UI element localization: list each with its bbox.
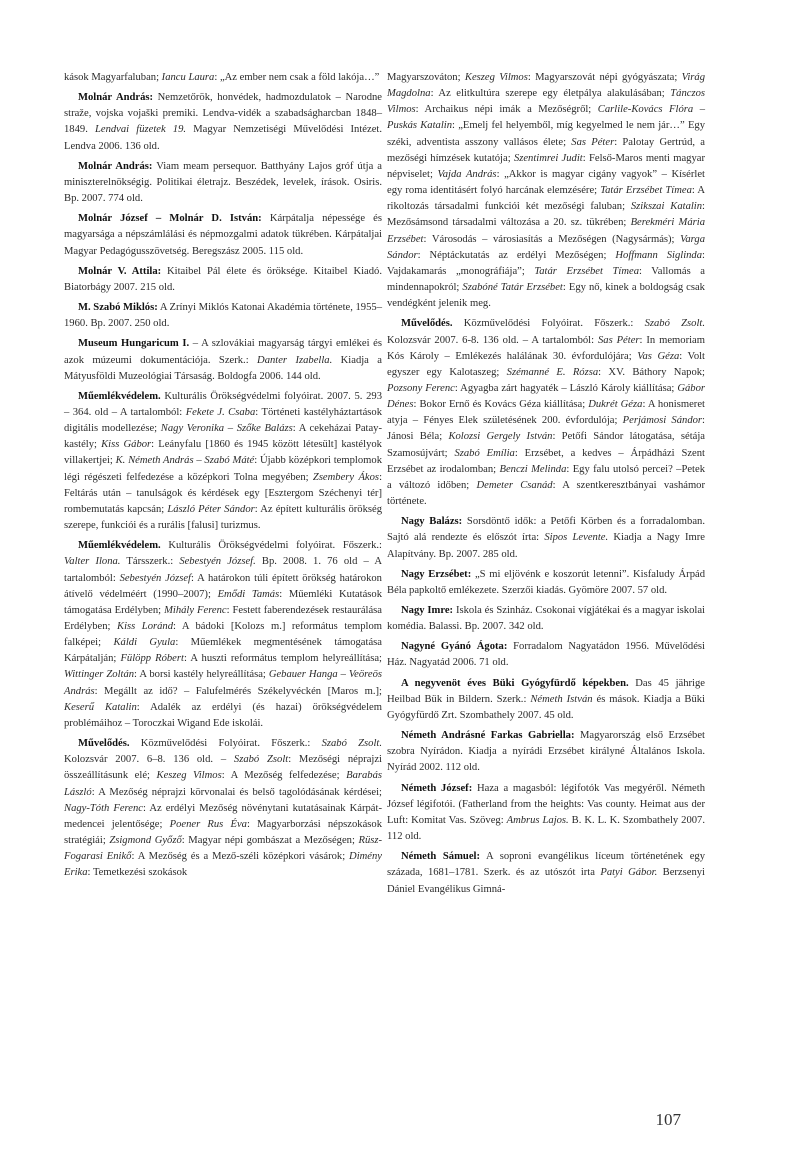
entry-text: : Adalék az erdélyi (és hazai) örökségvédelem problémáihoz – Toroczkai Wigand Ede iskolái.: [64, 701, 383, 729]
entry-text: : „Emelj fel helyemből, míg kegyelmed le nem jár…” Egy széki, adventista asszony vallásos élete;: [387, 120, 706, 148]
entry-text: „S mi eljövénk e koszorút letenni”. Kisfaludy Árpád Béla papkoltő emlékezete. Szerzői kiadás. Gyömöre 2007. 57 old.: [387, 568, 706, 596]
entry-name-italic: Tánczos Vilmos: [387, 88, 705, 116]
entry-text: : A Mezőség néprajzi körvonalai és belső tagolódásának kérdései;: [91, 786, 382, 798]
entry-text: Kulturális Örökségvédelmi folyóirat. 2007. 5. 293 – 364. old – A tartalomból:: [64, 390, 382, 418]
entry-name-italic: Fülöpp Róbert: [120, 653, 184, 665]
entry-text: : A honismeret atyja – Fényes Elek születésének 200. évfordulója;: [387, 399, 705, 427]
entry-heading: Németh József:: [401, 782, 473, 794]
entry-text: Bp. 2008. 1. 76 old – A tartalomból:: [64, 556, 383, 584]
entry-text: : Egy nő, kinek a boldogság csak vendégként jelenik meg.: [387, 282, 705, 310]
entry-text: : Vajdakamarás „monográfiája”;: [387, 249, 705, 277]
bibliography-entry: [64, 90, 382, 155]
entry-text: : A rikoltozás társadalmi funkciói két mezőségi faluban;: [387, 185, 705, 213]
entry-name-italic: Sebestyén József.: [179, 556, 256, 568]
entry-text: : Magyar népi gombászat a Mezőségen;: [181, 835, 359, 847]
entry-name-italic: Tatár Erzsébet Tímea: [600, 185, 692, 197]
entry-heading: Nagy Imre:: [401, 605, 454, 616]
entry-name-italic: Sipos Levente.: [544, 532, 609, 544]
entry-name-italic: Dimény Erika: [64, 851, 382, 879]
entry-text: : Agyagba zárt hagyaték – László Károly kiállítása;: [454, 382, 678, 394]
entry-text: Berzsenyi Dániel Evangélikus Gimná-: [387, 867, 705, 895]
bibliography-entry: [64, 264, 382, 296]
entry-name-italic: Szabóné Tatár Erzsébet: [462, 282, 563, 294]
bibliography-entry: [387, 603, 705, 635]
bibliography-entry: [64, 211, 382, 259]
entry-text: : Megállt az idő? – Falufelmérés Székelyvéckén [Maros m.];: [94, 685, 382, 697]
entry-heading: Németh Sámuel:: [401, 851, 480, 863]
bibliography-entry: [387, 849, 705, 897]
entry-text: : Magyarszovát népi gyógyászata;: [527, 72, 682, 83]
entry-name-italic: Valter Ilona.: [64, 556, 121, 568]
entry-name-italic: Benczi Melinda: [499, 463, 567, 475]
page-number: 107: [655, 1110, 681, 1129]
bibliography-entry: [64, 389, 382, 534]
bibliography-entry: [64, 70, 382, 86]
entry-text: Magyar Nemzetiségi Művelődési Intézet. Lendva 2006. 136 old.: [64, 124, 382, 152]
entry-name-italic: Emődi Tamás: [217, 588, 280, 600]
entry-text: : Műemlékek megmentésének támogatása Kárpátalján;: [64, 637, 382, 665]
entry-name-italic: Vajda András: [437, 168, 497, 180]
entry-name-italic: Szabó Zsolt.: [644, 318, 705, 330]
entry-text: : Az épített kulturális örökség szerepe, funkciói és a rurális [falusi] turizmus.: [64, 503, 382, 532]
entry-heading: M. Szabó Miklós:: [78, 302, 158, 314]
entry-name-italic: Pozsony Ferenc: [387, 382, 455, 394]
entry-text: : Bokor Ernő és Kovács Géza kiállítása;: [413, 399, 589, 411]
entry-text: : Volt egyszer egy Kalotaszeg;: [387, 350, 705, 378]
entry-heading: Műemlékvédelem.: [78, 390, 161, 402]
entry-text: – A szlovákiai magyarság tárgyi emlékei és azok múzeumi dokumentációja. Szerk.:: [64, 338, 382, 366]
bibliography-entry: [387, 639, 705, 671]
entry-text: kások Magyarfaluban;: [64, 72, 162, 83]
entry-text: Kárpátalja népessége és magyarsága a népszámlálási és népmozgalmi adatok tükrében. Kárpátaljai Magyar Pedagógusszövetség. Beregszász 2005. 115 old.: [64, 213, 383, 257]
entry-heading: Művelődés.: [401, 318, 453, 330]
entry-text: : Újabb középkori templomok légi régészeti felfedezése a középkori Tolna megyében;: [64, 455, 382, 483]
entry-text: : A határokon túli épített örökség határokon átívelő védelméért (1990–2007);: [64, 572, 382, 600]
entry-heading: Nagyné Gyánó Ágota:: [401, 641, 508, 653]
left-column: [64, 70, 382, 882]
entry-text: : A huszti református templom helyreállítása;: [183, 653, 382, 665]
entry-name-italic: Demeter Csanád: [476, 479, 553, 491]
entry-heading: A negyvenöt éves Büki Gyógyfürdő képekben.: [401, 677, 629, 689]
entry-name-italic: Vas Géza: [637, 350, 680, 362]
entry-heading: Molnár V. Attila:: [78, 265, 162, 277]
entry-name-italic: Szentimrei Judit: [513, 152, 583, 164]
entry-text: : Mezőségi néprajzi összeállításunk elé;: [64, 754, 382, 782]
entry-heading: Nagy Balázs:: [401, 516, 463, 528]
entry-text: Kiadja a Nagy Imre Alapítvány. Bp. 2007. 285 old.: [387, 532, 705, 560]
entry-name-italic: Zsembery Ákos: [312, 471, 380, 483]
entry-name-italic: Mihály Ferenc: [164, 604, 227, 616]
entry-name-italic: Keszeg Vilmos: [464, 72, 528, 83]
entry-text: : Néptáckutatás az erdélyi Mezőségen;: [417, 249, 616, 261]
entry-text: : „Akkor is magyar cigány vagyok” – Kísérlet egy roma identitásért folyó harcának elemzésére;: [387, 168, 705, 197]
entry-text: és mások. Kiadja a Büki Gyógyfürdő Zrt. Szombathely 2007. 45 old.: [387, 693, 705, 721]
entry-heading: Molnár József – Molnár D. István:: [78, 213, 262, 225]
entry-text: Forradalom Nagyatádon 1956. Művelődési Ház. Nagyatád 2006. 71 old.: [387, 641, 705, 669]
entry-text: : „Az ember nem csak a föld lakója…”: [214, 72, 380, 83]
entry-name-italic: Káldi Gyula: [113, 637, 176, 649]
entry-text: Magyarország első Erzsébet szobra Nyírádon. Kiadja a nyírádi Erzsébet királyné Általános Iskola. Nyírád 2002. 112 old.: [387, 730, 705, 774]
entry-text: Haza a magasból: légifotók Vas megyéről. Németh József légifotói. (Fatherland from the heights: Vas county. Heimat aus der Luft: Komitat Vas. Szöveg:: [387, 782, 706, 826]
entry-text: : Városodás – városiasítás a Mezőségen (Nagysármás);: [423, 233, 681, 245]
bibliography-entry: [387, 70, 705, 312]
entry-text: : Felső-Maros menti magyar népviselet;: [387, 152, 705, 180]
entry-name-italic: Nagy Veronika – Szőke Balázs: [160, 423, 293, 435]
entry-text: Kolozsvár 2007. 6–8. 136 old. –: [64, 754, 234, 766]
entry-name-italic: Tatár Erzsébet Tímea: [534, 265, 639, 277]
entry-text: : Mezősámsond társadalmi változása a 20. sz. tükrében;: [387, 201, 705, 229]
entry-name-italic: Zsigmond Győző: [109, 835, 182, 847]
entry-name-italic: Nagy-Tóth Ferenc: [64, 802, 143, 814]
bibliography-entry: [387, 676, 705, 724]
entry-name-italic: Lendvai füzetek 19.: [94, 124, 187, 136]
entry-text: : Petőfi Sándor látogatása, sétája Szamosújvárt;: [387, 431, 705, 459]
entry-name-italic: Rüsz-Fogarasi Enikő: [64, 835, 383, 863]
entry-name-italic: Kolozsi Gergely István: [448, 431, 553, 443]
entry-text: : XV. Báthory Napok;: [598, 366, 705, 378]
entry-name-italic: Sas Péter: [571, 136, 615, 148]
bibliography-entry: [387, 781, 705, 846]
entry-name-italic: K. Németh András – Szabó Máté: [115, 455, 255, 467]
entry-text: Nemzetőrök, honvédek, hadmozdulatok – Narodne straže, vojska vojaški premiki. Lendva-vidék a szabadságharcban 1848–1849.: [64, 92, 382, 136]
entry-name-italic: Patyi Gábor.: [600, 867, 658, 879]
entry-name-italic: Sas Péter: [597, 334, 640, 346]
entry-heading: Molnár András:: [78, 160, 153, 172]
entry-text: : Palotay Gertrúd, a mezőségi hímzések kutatója;: [387, 136, 705, 164]
entry-name-italic: Szabó Zsolt.: [321, 738, 382, 750]
entry-text: Társszerk.:: [120, 556, 180, 568]
entry-heading: Németh Andrásné Farkas Gabriella:: [401, 730, 575, 742]
right-column: [387, 70, 705, 898]
entry-text: : Az elitkultúra szerepe egy életpálya alakulásában;: [430, 88, 671, 100]
entry-text: Kulturális Örökségvédelmi folyóirat. Főszerk.:: [160, 540, 382, 552]
entry-text: : Vallomás a mindennapokról;: [387, 265, 705, 294]
entry-text: Kitaibel Pál élete és öröksége. Kitaibel Kiadó. Biatorbágy 2007. 215 old.: [64, 265, 382, 293]
bibliography-entry: [387, 728, 705, 776]
entry-name-italic: Szabó Emília: [454, 447, 515, 459]
entry-name-italic: Varga Sándor: [387, 233, 705, 261]
entry-text: : Feltárás után – tanulságok és kérdések egy [Esztergom Széchenyi tér] rombemutatás kapcsán;: [64, 471, 383, 515]
bibliography-entry: [387, 567, 705, 599]
entry-text: A Zrínyi Miklós Katonai Akadémia története, 1955–1960. Bp. 2007. 250 old.: [64, 302, 382, 330]
bibliography-entry: [64, 300, 382, 332]
entry-name-italic: Németh István: [530, 693, 593, 705]
entry-text: : Leányfalu [1860 és 1945 között létesült] kastélyok villakertjei;: [64, 439, 382, 467]
entry-text: Magyarszováton;: [387, 72, 465, 83]
entry-text: : Műemléki Kutatások támogatása Erdélyben;: [64, 588, 382, 616]
entry-name-italic: Keszeg Vilmos: [156, 770, 222, 782]
entry-name-italic: Barabás László: [64, 770, 382, 798]
entry-name-italic: Gábor Dénes: [387, 382, 706, 411]
entry-name-italic: Perjámosi Sándor: [622, 415, 703, 427]
entry-name-italic: Szikszai Katalin: [630, 201, 703, 213]
entry-text: Sorsdöntő idők: a Petőfi Körben és a forradalomban. Sajtó alá rendezte és előszót írta:: [387, 516, 705, 544]
entry-text: Kolozsvár 2007. 6-8. 136 old. – A tartalomból:: [387, 334, 598, 346]
bibliography-entry: [387, 514, 705, 562]
entry-text: A soproni evangélikus líceum történetének egy százada, 1681–1781. Szerk. és az utószót irta: [387, 851, 706, 879]
entry-text: : Temetkezési szokások: [87, 867, 188, 879]
bibliography-entry: [64, 159, 382, 207]
entry-text: Viam meam persequor. Batthyány Lajos gróf útja a miniszterelnökségig. Politikai életrajz. Beszédek, levelek, írások. Osiris. Bp. 2007. 774 old.: [64, 160, 382, 205]
entry-text: Iskola és Szinház. Csokonai vígjátékai és a magyar iskolai komédia. Balassi. Bp. 2007. 342 old.: [387, 605, 705, 633]
bibliography-entry: [387, 316, 705, 510]
entry-heading: Műemlékvédelem.: [78, 540, 161, 552]
entry-name-italic: Dukrét Géza: [588, 399, 643, 411]
entry-name-italic: Hoffmann Siglinda: [615, 249, 703, 261]
entry-name-italic: Gebauer Hanga – Veöreös András: [64, 669, 382, 697]
entry-text: : Az erdélyi Mezőség növénytani kutatásainak Kárpát-medencei jelentősége;: [64, 802, 382, 830]
entry-text: : Történeti kastélyháztartások digitális modellezése;: [64, 406, 383, 435]
entry-heading: Művelődés.: [78, 738, 130, 750]
entry-name-italic: Kiss Gábor: [101, 439, 152, 451]
entry-name-italic: Poener Rus Éva: [169, 818, 247, 830]
entry-text: : A cekeházai Patay-kastély;: [64, 423, 383, 451]
entry-text: : Festett faberendezések restaurálása Erdélyben;: [64, 604, 382, 632]
entry-text: B. K. L. K. Szombathely 2007. 112 old.: [387, 814, 705, 843]
entry-text: Das 45 jährige Heilbad Bük in Bildern. Szerk.:: [387, 677, 706, 705]
entry-text: : Egy falu utolsó percei? –Petek a változó időben;: [387, 463, 706, 491]
entry-name-italic: Kiss Loránd: [117, 621, 174, 632]
entry-text: Közművelődési Folyóirat. Főszerk.:: [129, 738, 322, 750]
entry-name-italic: Ambrus Lajos.: [506, 814, 569, 826]
entry-name-italic: Berekméri Mária Erzsébet: [387, 217, 705, 245]
entry-text: : A borsi kastély helyreállítása;: [134, 669, 269, 681]
entry-text: : A bádoki [Kolozs m.] református templom falképei;: [64, 621, 382, 649]
entry-name-italic: Virág Magdolna: [387, 72, 705, 100]
entry-heading: Nagy Erzsébet:: [401, 568, 472, 580]
entry-name-italic: Fekete J. Csaba: [185, 406, 256, 418]
entry-name-italic: Sebestyén József: [119, 572, 191, 584]
entry-text: Kiadja a Mátyusföldi Muzeológiai Társaság. Boldogfa 2006. 144 old.: [64, 354, 382, 382]
entry-name-italic: Iancu Laura: [161, 72, 215, 83]
entry-text: : Jánosi Béla;: [387, 415, 705, 443]
entry-name-italic: Szabó Zsolt: [233, 754, 289, 766]
entry-text: : In memoriam Kós Károly – Emlékezés halálának 30. évfordulójára;: [387, 334, 705, 362]
entry-name-italic: Wittinger Zoltán: [64, 669, 135, 681]
entry-heading: Museum Hungaricum I.: [78, 338, 190, 350]
bibliography-entry: [64, 336, 382, 384]
entry-text: Közművelődési Folyóirat. Főszerk.:: [452, 318, 645, 330]
entry-name-italic: Keserű Katalin: [64, 701, 137, 713]
entry-text: : Erzsébet, a kedves – Árpádházi Szent Erzsébet az irodalomban;: [387, 447, 705, 475]
entry-name-italic: László Péter Sándor: [167, 503, 255, 515]
bibliography-entry: [64, 736, 382, 881]
entry-text: : A Mezőség és a Mező-széli középkori vásárok;: [131, 851, 350, 863]
entry-name-italic: Szémanné E. Rózsa: [506, 366, 599, 378]
bibliography-entry: [64, 538, 382, 732]
entry-text: : Magyarborzási népszokások stratégiái;: [64, 818, 382, 847]
entry-text: : Archaikus népi imák a Mezőségről;: [415, 104, 598, 116]
entry-heading: Molnár András:: [78, 92, 154, 104]
entry-text: : A szentkeresztbányai vashámor története.: [387, 479, 706, 508]
entry-name-italic: Carlile-Kovács Flóra – Puskás Katalin: [387, 104, 705, 132]
entry-name-italic: Danter Izabella.: [257, 354, 333, 366]
entry-text: : A Mezőség felfedezése;: [221, 770, 347, 782]
